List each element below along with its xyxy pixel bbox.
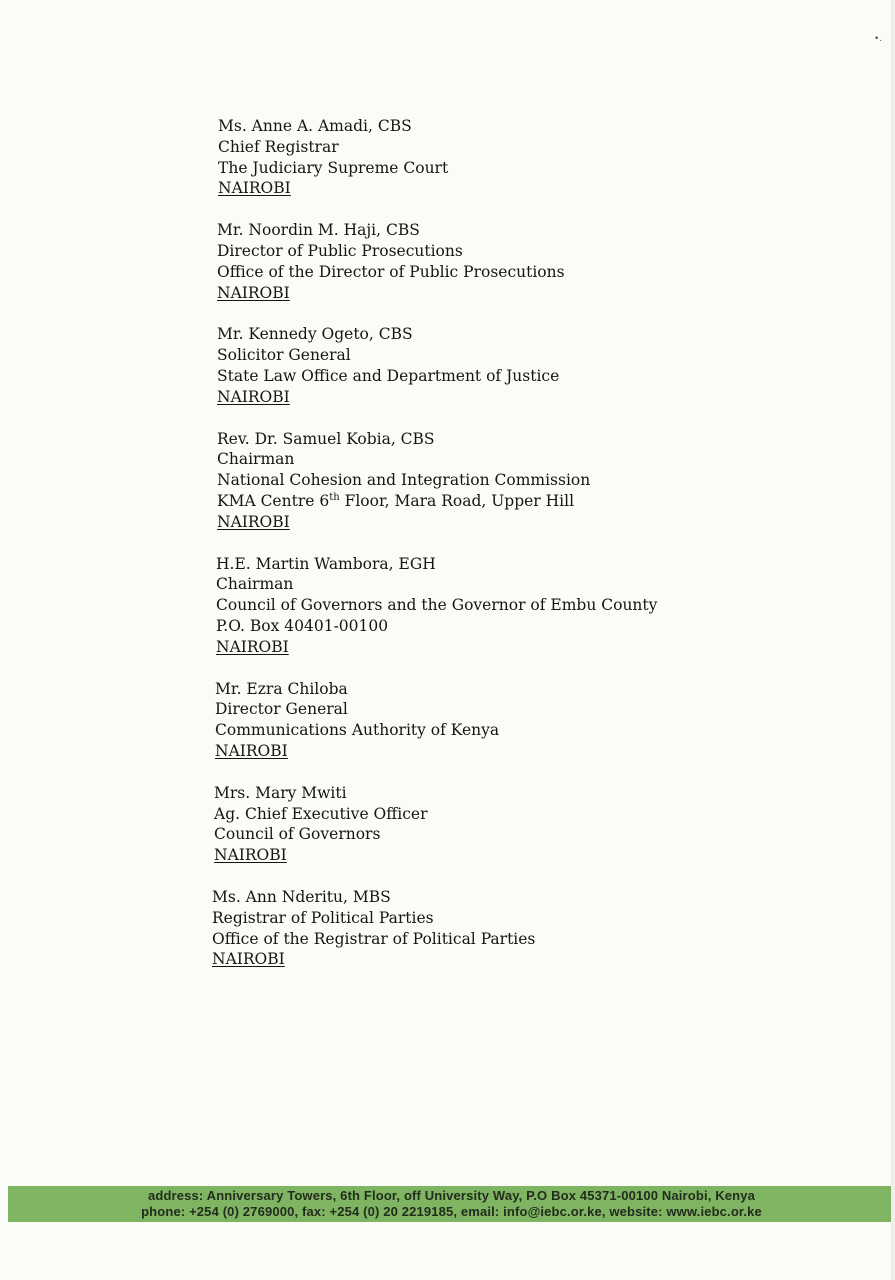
footer-address-line: address: Anniversary Towers, 6th Floor, off University Way, P.O Box 45371-00100 Nairobi, Kenya <box>147 1188 756 1203</box>
recipient-name: Mr. Kennedy Ogeto, CBS <box>217 325 413 344</box>
recipient-name: Mr. Ezra Chiloba <box>215 679 348 698</box>
recipient-office: Council of Governors and the Governor of Embu County <box>216 596 658 615</box>
recipient-city: NAIROBI <box>216 637 289 656</box>
recipient-name: Rev. Dr. Samuel Kobia, CBS <box>217 429 435 448</box>
recipient-city: NAIROBI <box>215 741 288 760</box>
recipient-list <box>212 116 818 991</box>
recipient-title: Director General <box>215 700 348 719</box>
recipient-title: Ag. Chief Executive Officer <box>214 804 428 823</box>
recipient-block <box>212 887 818 970</box>
recipient-block <box>216 554 818 658</box>
recipient-po-box: P.O. Box 40401-00100 <box>216 616 389 635</box>
recipient-block <box>217 220 818 303</box>
address-superscript: th <box>329 491 340 503</box>
page-edge <box>891 0 895 1280</box>
recipient-office: The Judiciary Supreme Court <box>218 158 449 177</box>
recipient-office: Communications Authority of Kenya <box>215 721 500 740</box>
recipient-name: Ms. Ann Nderitu, MBS <box>212 887 391 906</box>
address-part: Floor, Mara Road, Upper Hill <box>339 491 575 510</box>
recipient-city: NAIROBI <box>218 179 291 198</box>
recipient-office: Office of the Director of Public Prosecutions <box>217 262 565 281</box>
recipient-office: State Law Office and Department of Justice <box>217 366 560 385</box>
scan-speck: •. <box>874 34 883 44</box>
recipient-city: NAIROBI <box>217 512 290 531</box>
recipient-office: Council of Governors <box>214 825 381 844</box>
letterhead-footer <box>8 1186 895 1222</box>
recipient-block <box>214 783 818 866</box>
recipient-name: Mrs. Mary Mwiti <box>214 783 347 802</box>
address-part: KMA Centre 6 <box>217 491 330 510</box>
recipient-city: NAIROBI <box>212 950 285 969</box>
recipient-office: Office of the Registrar of Political Parties <box>212 929 536 948</box>
recipient-name: Mr. Noordin M. Haji, CBS <box>217 221 420 240</box>
recipient-title: Registrar of Political Parties <box>212 908 434 927</box>
recipient-city: NAIROBI <box>217 387 290 406</box>
recipient-block <box>218 116 818 199</box>
recipient-name: Ms. Anne A. Amadi, CBS <box>218 117 412 135</box>
recipient-city: NAIROBI <box>214 846 287 865</box>
recipient-block <box>217 324 818 407</box>
recipient-name: H.E. Martin Wambora, EGH <box>216 554 436 573</box>
recipient-address <box>217 491 818 512</box>
recipient-city: NAIROBI <box>217 283 290 302</box>
recipient-title: Chairman <box>216 575 294 594</box>
recipient-title: Chief Registrar <box>218 137 339 156</box>
recipient-block <box>217 429 818 533</box>
recipient-block <box>215 679 818 762</box>
recipient-title: Solicitor General <box>217 346 351 365</box>
recipient-title: Chairman <box>217 450 295 469</box>
recipient-office: National Cohesion and Integration Commission <box>217 471 591 490</box>
footer-contact-line: phone: +254 (0) 2769000, fax: +254 (0) 20 2219185, email: info@iebc.or.ke, website: www.iebc.or.ke <box>141 1204 762 1219</box>
recipient-title: Director of Public Prosecutions <box>217 241 463 260</box>
